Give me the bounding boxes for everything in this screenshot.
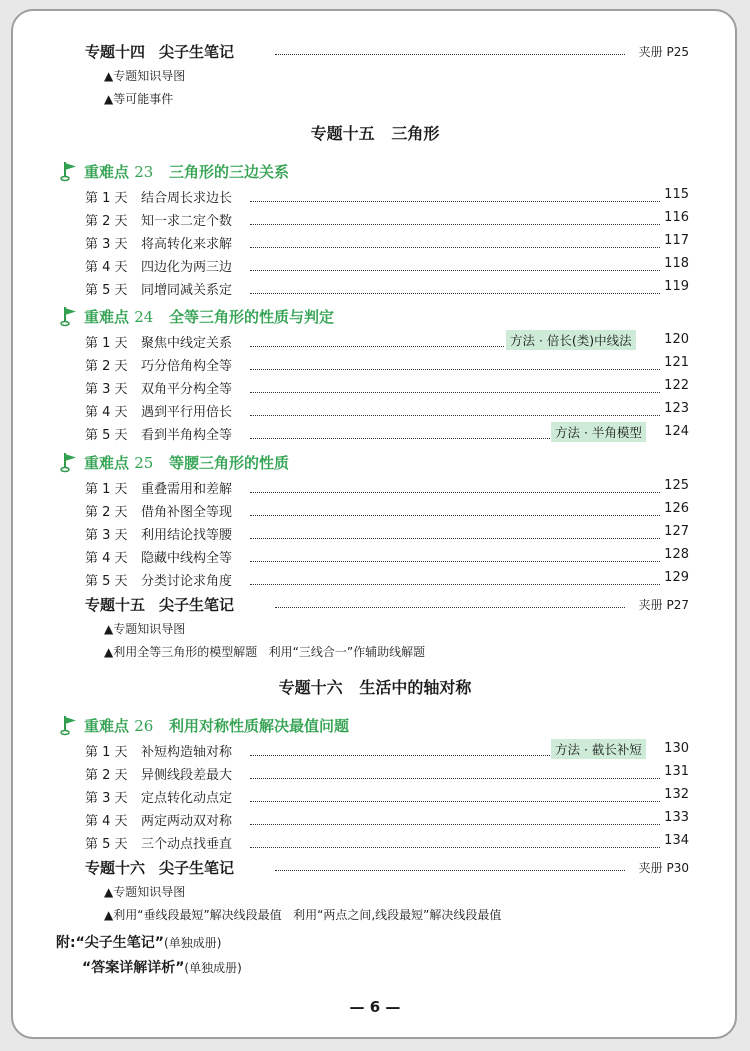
dot-leader: [250, 369, 660, 370]
day-title: 知一求二定个数: [141, 214, 233, 229]
note-topic: 专题十五: [85, 596, 146, 614]
day-label: 第 1 天: [85, 745, 128, 760]
dot-leader: [250, 824, 660, 825]
volume-ref[interactable]: 夹册 P27: [638, 598, 689, 612]
key-point-label: 重难点: [84, 454, 130, 472]
page-ref[interactable]: 131: [664, 764, 689, 779]
dot-leader: [250, 247, 660, 248]
day-entry[interactable]: [85, 833, 232, 852]
day-title: 巧分倍角构全等: [141, 359, 233, 374]
day-entry[interactable]: [85, 355, 232, 374]
day-entry[interactable]: [85, 256, 232, 275]
key-point-title[interactable]: [84, 715, 349, 736]
day-title: 双角平分构全等: [141, 382, 233, 397]
appendix-line[interactable]: [82, 957, 242, 977]
day-entry[interactable]: [85, 501, 232, 520]
page-ref[interactable]: 121: [664, 355, 689, 370]
note-bullet: ▲利用“垂线段最短”解决线段最值 利用“两点之间,线段最短”解决线段最值: [104, 908, 502, 922]
day-title: 三个动点找垂直: [141, 837, 233, 852]
page-ref[interactable]: 134: [664, 833, 689, 848]
dot-leader: [250, 515, 660, 516]
flag-icon: [59, 160, 81, 182]
day-label: 第 2 天: [85, 505, 128, 520]
dot-leader: [250, 201, 660, 202]
note-topic: 专题十六: [85, 859, 146, 877]
key-point-label: 重难点: [84, 717, 130, 735]
dot-leader: [250, 438, 550, 439]
note-bullet: ▲利用全等三角形的模型解题 利用“三线合一”作辅助线解题: [104, 645, 426, 659]
page-ref[interactable]: 119: [664, 279, 689, 294]
page-ref[interactable]: 123: [664, 401, 689, 416]
day-label: 第 3 天: [85, 528, 128, 543]
note-title[interactable]: [85, 857, 234, 878]
key-point-name: 全等三角形的性质与判定: [169, 308, 335, 326]
key-point-name: 等腰三角形的性质: [169, 454, 290, 472]
dot-leader: [275, 607, 625, 608]
appendix-note: (单独成册): [184, 961, 242, 975]
day-title: 遇到平行用倍长: [141, 405, 233, 420]
key-point-label: 重难点: [84, 308, 130, 326]
page-number: — 6 —: [349, 998, 401, 1016]
appendix-note: (单独成册): [164, 936, 222, 950]
dot-leader: [250, 346, 504, 347]
note-title[interactable]: [85, 41, 234, 62]
day-entry[interactable]: [85, 424, 232, 443]
day-entry[interactable]: [85, 810, 232, 829]
note-name: 尖子生笔记: [159, 859, 235, 877]
dot-leader: [250, 224, 660, 225]
dot-leader: [250, 538, 660, 539]
day-label: 第 1 天: [85, 336, 128, 351]
page-ref[interactable]: 129: [664, 570, 689, 585]
day-title: 四边化为两三边: [141, 260, 233, 275]
day-label: 第 2 天: [85, 359, 128, 374]
dot-leader: [275, 870, 625, 871]
day-entry[interactable]: [85, 279, 232, 298]
dot-leader: [250, 584, 660, 585]
day-title: 看到半角构全等: [141, 428, 233, 443]
note-bullet: ▲专题知识导图: [104, 622, 186, 636]
note-bullet: ▲专题知识导图: [104, 885, 186, 899]
method-tag: 方法 · 半角模型: [551, 422, 646, 442]
day-label: 第 3 天: [85, 237, 128, 252]
day-entry[interactable]: [85, 741, 232, 760]
day-title: 隐藏中线构全等: [141, 551, 233, 566]
page-ref[interactable]: 132: [664, 787, 689, 802]
page-ref[interactable]: 128: [664, 547, 689, 562]
dot-leader: [250, 778, 660, 779]
appendix-title: “尖子生笔记”: [75, 935, 165, 951]
flag-icon: [59, 714, 81, 736]
day-title: 重叠需用和差解: [141, 482, 233, 497]
key-point-title[interactable]: [84, 452, 289, 473]
dot-leader: [250, 755, 550, 756]
day-label: 第 3 天: [85, 382, 128, 397]
day-label: 第 5 天: [85, 428, 128, 443]
dot-leader: [250, 561, 660, 562]
day-title: 两定两动双对称: [141, 814, 233, 829]
dot-leader: [250, 270, 660, 271]
day-label: 第 5 天: [85, 574, 128, 589]
appendix-title: “答案详解详析”: [82, 960, 185, 976]
key-point-number: 25: [134, 454, 154, 472]
day-title: 异侧线段差最大: [141, 768, 233, 783]
day-title: 将高转化来求解: [141, 237, 233, 252]
page-ref[interactable]: 115: [664, 187, 689, 202]
day-entry[interactable]: [85, 547, 232, 566]
note-name: 尖子生笔记: [159, 596, 235, 614]
note-title[interactable]: [85, 594, 234, 615]
page-ref[interactable]: 126: [664, 501, 689, 516]
page-ref[interactable]: 117: [664, 233, 689, 248]
topic-heading: 专题十六 生活中的轴对称: [278, 678, 472, 697]
key-point-title[interactable]: [84, 161, 289, 182]
volume-ref[interactable]: 夹册 P25: [638, 45, 689, 59]
day-title: 分类讨论求角度: [141, 574, 233, 589]
day-entry[interactable]: [85, 210, 232, 229]
day-entry[interactable]: [85, 378, 232, 397]
day-label: 第 5 天: [85, 837, 128, 852]
dot-leader: [250, 801, 660, 802]
page-ref[interactable]: 127: [664, 524, 689, 539]
day-entry[interactable]: [85, 187, 232, 206]
day-entry[interactable]: [85, 764, 232, 783]
day-entry[interactable]: [85, 233, 232, 252]
day-entry[interactable]: [85, 787, 232, 806]
page-ref[interactable]: 130: [664, 741, 689, 756]
page-ref[interactable]: 116: [664, 210, 689, 225]
note-topic: 专题十四: [85, 43, 146, 61]
page-ref[interactable]: 118: [664, 256, 689, 271]
dot-leader: [250, 492, 660, 493]
day-entry[interactable]: [85, 524, 232, 543]
flag-icon: [59, 451, 81, 473]
key-point-label: 重难点: [84, 163, 130, 181]
note-bullet: ▲等可能事件: [104, 92, 174, 106]
dot-leader: [250, 415, 660, 416]
dot-leader: [250, 293, 660, 294]
page-ref[interactable]: 120: [664, 332, 689, 347]
day-label: 第 2 天: [85, 768, 128, 783]
day-label: 第 2 天: [85, 214, 128, 229]
day-entry[interactable]: [85, 570, 232, 589]
flag-icon: [59, 305, 81, 327]
day-label: 第 5 天: [85, 283, 128, 298]
day-label: 第 3 天: [85, 791, 128, 806]
day-entry[interactable]: [85, 401, 232, 420]
day-title: 结合周长求边长: [141, 191, 233, 206]
day-title: 聚焦中线定关系: [141, 336, 233, 351]
page-ref[interactable]: 133: [664, 810, 689, 825]
key-point-name: 三角形的三边关系: [169, 163, 290, 181]
day-title: 利用结论找等腰: [141, 528, 233, 543]
day-label: 第 4 天: [85, 260, 128, 275]
key-point-name: 利用对称性质解决最值问题: [169, 717, 350, 735]
appendix-line[interactable]: [56, 932, 221, 952]
day-entry[interactable]: [85, 332, 232, 351]
day-title: 定点转化动点定: [141, 791, 233, 806]
dot-leader: [275, 54, 625, 55]
method-tag: 方法 · 截长补短: [551, 739, 646, 759]
note-bullet: ▲专题知识导图: [104, 69, 186, 83]
page-ref[interactable]: 124: [664, 424, 689, 439]
note-name: 尖子生笔记: [159, 43, 235, 61]
key-point-number: 23: [134, 163, 154, 181]
page-ref[interactable]: 122: [664, 378, 689, 393]
day-title: 补短构造轴对称: [141, 745, 233, 760]
day-title: 同增同减关系定: [141, 283, 233, 298]
day-label: 第 4 天: [85, 405, 128, 420]
dot-leader: [250, 392, 660, 393]
method-tag: 方法 · 倍长(类)中线法: [506, 330, 636, 350]
day-label: 第 1 天: [85, 191, 128, 206]
key-point-title[interactable]: [84, 306, 334, 327]
appendix-prefix: 附:: [56, 935, 76, 951]
key-point-number: 26: [134, 717, 154, 735]
volume-ref[interactable]: 夹册 P30: [638, 861, 689, 875]
day-entry[interactable]: [85, 478, 232, 497]
dot-leader: [250, 847, 660, 848]
day-label: 第 4 天: [85, 814, 128, 829]
topic-heading: 专题十五 三角形: [310, 124, 440, 143]
day-label: 第 4 天: [85, 551, 128, 566]
key-point-number: 24: [134, 308, 154, 326]
page-ref[interactable]: 125: [664, 478, 689, 493]
day-title: 借角补图全等现: [141, 505, 233, 520]
day-label: 第 1 天: [85, 482, 128, 497]
